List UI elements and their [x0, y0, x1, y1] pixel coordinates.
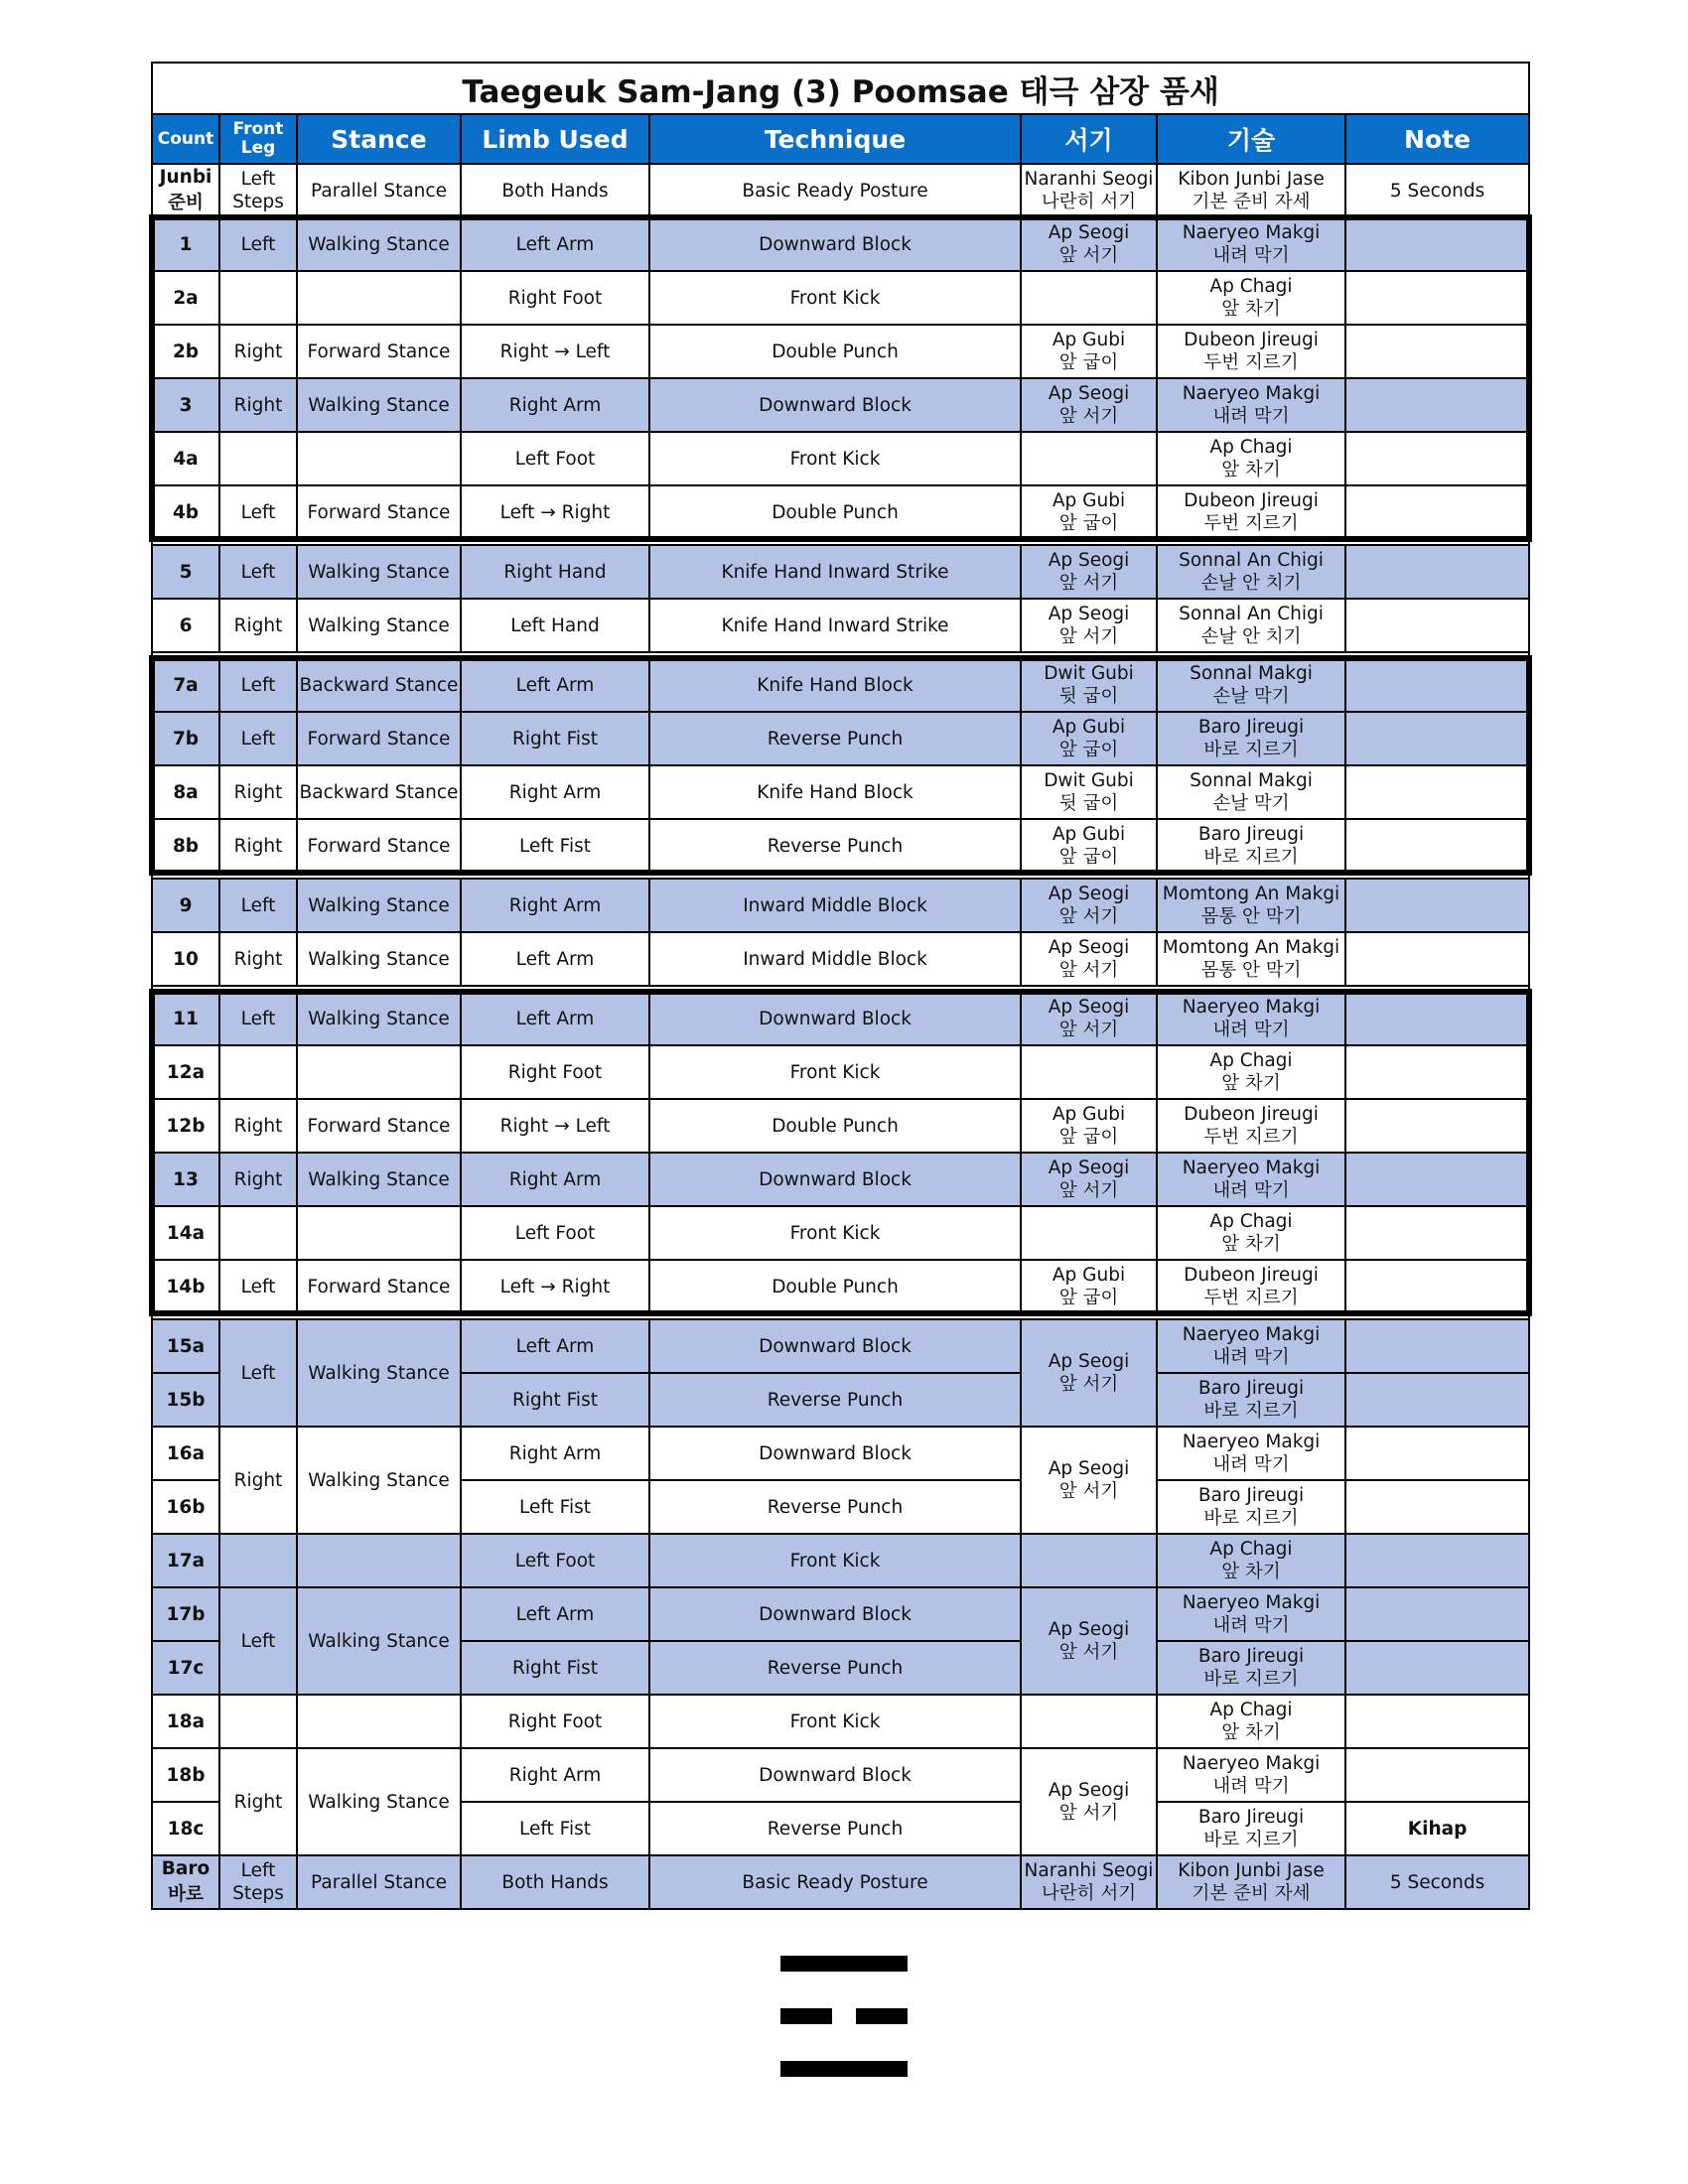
gisul-cell: Naeryeo Makgi 내려 막기 [1157, 217, 1345, 271]
count-cell: 18c [152, 1802, 219, 1855]
limb-cell: Left Arm [461, 1587, 649, 1641]
limb-cell: Left Foot [461, 1534, 649, 1587]
gisul-cell: Baro Jireugi 바로 지르기 [1157, 819, 1345, 873]
gisul-cell: Dubeon Jireugi 두번 지르기 [1157, 1099, 1345, 1153]
table-row [152, 1748, 1529, 1802]
seogi-cell: Ap Seogi 앞 서기 [1021, 545, 1157, 599]
seogi-cell [1021, 271, 1157, 325]
technique-cell: Downward Block [649, 1427, 1021, 1480]
stance-cell: Walking Stance [297, 1587, 461, 1695]
seogi-cell: Ap Seogi 앞 서기 [1021, 378, 1157, 432]
note-cell [1345, 1319, 1529, 1373]
table-row [152, 378, 1529, 432]
table-row [152, 1153, 1529, 1206]
limb-cell: Right Arm [461, 1748, 649, 1802]
note-cell [1345, 1695, 1529, 1748]
header-row [152, 114, 1529, 164]
technique-cell: Front Kick [649, 432, 1021, 485]
limb-cell: Both Hands [461, 1855, 649, 1909]
technique-cell: Downward Block [649, 992, 1021, 1045]
gisul-cell: Baro Jireugi 바로 지르기 [1157, 1802, 1345, 1855]
front-leg-cell: Left [219, 879, 297, 932]
limb-cell: Left Hand [461, 599, 649, 652]
note-cell [1345, 485, 1529, 539]
front-leg-cell: Left [219, 545, 297, 599]
count-cell: 7b [152, 712, 219, 765]
note-cell [1345, 932, 1529, 986]
stance-cell: Backward Stance [297, 765, 461, 819]
limb-cell: Right Hand [461, 545, 649, 599]
table-row [152, 658, 1529, 712]
table-row [152, 1587, 1529, 1641]
limb-cell: Left Arm [461, 217, 649, 271]
seogi-cell: Ap Seogi 앞 서기 [1021, 1748, 1157, 1855]
table-row [152, 1427, 1529, 1480]
technique-cell: Downward Block [649, 1587, 1021, 1641]
front-leg-cell: Left Steps [219, 1855, 297, 1909]
seogi-cell: Ap Gubi 앞 굽이 [1021, 712, 1157, 765]
seogi-cell: Ap Seogi 앞 서기 [1021, 992, 1157, 1045]
front-leg-cell: Right [219, 378, 297, 432]
front-leg-cell: Left [219, 485, 297, 539]
gisul-cell: Momtong An Makgi 몸통 안 막기 [1157, 932, 1345, 986]
front-leg-cell: Right [219, 819, 297, 873]
gisul-cell: Sonnal Makgi 손날 막기 [1157, 658, 1345, 712]
note-cell [1345, 1373, 1529, 1427]
front-leg-cell: Left [219, 1587, 297, 1695]
front-leg-cell [219, 1695, 297, 1748]
note-cell [1345, 271, 1529, 325]
front-leg-cell: Left [219, 712, 297, 765]
seogi-cell: Naranhi Seogi 나란히 서기 [1021, 1855, 1157, 1909]
seogi-cell [1021, 1695, 1157, 1748]
limb-cell: Right Foot [461, 1695, 649, 1748]
stance-cell: Walking Stance [297, 992, 461, 1045]
trigram-icon [780, 1956, 908, 2077]
note-cell [1345, 1534, 1529, 1587]
limb-cell: Right Fist [461, 1641, 649, 1695]
front-leg-cell: Left Steps [219, 164, 297, 217]
technique-cell: Basic Ready Posture [649, 1855, 1021, 1909]
stance-cell [297, 1534, 461, 1587]
gisul-cell: Naeryeo Makgi 내려 막기 [1157, 1587, 1345, 1641]
front-leg-cell: Left [219, 1319, 297, 1427]
table-row [152, 1260, 1529, 1313]
limb-cell: Left Foot [461, 1206, 649, 1260]
count-cell: 17a [152, 1534, 219, 1587]
technique-cell: Front Kick [649, 1045, 1021, 1099]
count-cell: 14b [152, 1260, 219, 1313]
limb-cell: Both Hands [461, 164, 649, 217]
technique-cell: Knife Hand Block [649, 765, 1021, 819]
note-cell [1345, 712, 1529, 765]
gisul-cell: Dubeon Jireugi 두번 지르기 [1157, 325, 1345, 378]
trigram-solid-line-bottom [780, 2061, 908, 2077]
technique-cell: Knife Hand Inward Strike [649, 599, 1021, 652]
front-leg-cell [219, 1206, 297, 1260]
table-row [152, 271, 1529, 325]
count-cell: 4b [152, 485, 219, 539]
table-row [152, 1695, 1529, 1748]
table-row [152, 164, 1529, 217]
front-leg-cell: Right [219, 932, 297, 986]
seogi-cell: Ap Gubi 앞 굽이 [1021, 485, 1157, 539]
table-row [152, 432, 1529, 485]
stance-cell: Forward Stance [297, 325, 461, 378]
note-cell [1345, 1480, 1529, 1534]
seogi-cell: Ap Seogi 앞 서기 [1021, 217, 1157, 271]
note-cell [1345, 1427, 1529, 1480]
limb-cell: Left Arm [461, 932, 649, 986]
technique-cell: Double Punch [649, 1260, 1021, 1313]
note-cell [1345, 1153, 1529, 1206]
trigram-broken-line-left [780, 2008, 832, 2024]
stance-cell: Forward Stance [297, 819, 461, 873]
header-count: Count [152, 114, 219, 164]
gisul-cell: Naeryeo Makgi 내려 막기 [1157, 1153, 1345, 1206]
technique-cell: Front Kick [649, 1206, 1021, 1260]
limb-cell: Right Fist [461, 1373, 649, 1427]
limb-cell: Left Arm [461, 1319, 649, 1373]
gisul-cell: Ap Chagi 앞 차기 [1157, 432, 1345, 485]
gisul-cell: Ap Chagi 앞 차기 [1157, 1206, 1345, 1260]
seogi-cell: Ap Seogi 앞 서기 [1021, 932, 1157, 986]
gisul-cell: Baro Jireugi 바로 지르기 [1157, 1373, 1345, 1427]
gisul-cell: Baro Jireugi 바로 지르기 [1157, 712, 1345, 765]
count-cell: 5 [152, 545, 219, 599]
seogi-cell: Ap Seogi 앞 서기 [1021, 1153, 1157, 1206]
table-row [152, 1045, 1529, 1099]
note-cell [1345, 1206, 1529, 1260]
limb-cell: Left Foot [461, 432, 649, 485]
note-cell: Kihap [1345, 1802, 1529, 1855]
stance-cell [297, 432, 461, 485]
front-leg-cell [219, 1045, 297, 1099]
stance-cell: Walking Stance [297, 879, 461, 932]
table-row [152, 1319, 1529, 1373]
table-row [152, 1206, 1529, 1260]
header-technique: Technique [649, 114, 1021, 164]
limb-cell: Left → Right [461, 485, 649, 539]
seogi-cell: Ap Seogi 앞 서기 [1021, 1319, 1157, 1427]
technique-cell: Inward Middle Block [649, 932, 1021, 986]
gisul-cell: Sonnal An Chigi 손날 안 치기 [1157, 545, 1345, 599]
note-cell [1345, 819, 1529, 873]
front-leg-cell [219, 1534, 297, 1587]
table-row [152, 485, 1529, 539]
note-cell [1345, 378, 1529, 432]
count-cell: 4a [152, 432, 219, 485]
front-leg-cell [219, 432, 297, 485]
technique-cell: Reverse Punch [649, 1373, 1021, 1427]
stance-cell: Forward Stance [297, 1260, 461, 1313]
technique-cell: Front Kick [649, 271, 1021, 325]
count-cell: 12a [152, 1045, 219, 1099]
stance-cell: Parallel Stance [297, 164, 461, 217]
front-leg-cell: Right [219, 1099, 297, 1153]
header-stance: Stance [297, 114, 461, 164]
count-cell: 12b [152, 1099, 219, 1153]
front-leg-cell: Right [219, 599, 297, 652]
seogi-cell [1021, 1045, 1157, 1099]
count-cell: 17c [152, 1641, 219, 1695]
note-cell [1345, 1641, 1529, 1695]
limb-cell: Right → Left [461, 325, 649, 378]
table-row [152, 1855, 1529, 1909]
gisul-cell: Naeryeo Makgi 내려 막기 [1157, 1319, 1345, 1373]
gisul-cell: Ap Chagi 앞 차기 [1157, 1534, 1345, 1587]
stance-cell [297, 1045, 461, 1099]
limb-cell: Left → Right [461, 1260, 649, 1313]
note-cell [1345, 765, 1529, 819]
note-cell [1345, 879, 1529, 932]
gisul-cell: Ap Chagi 앞 차기 [1157, 1695, 1345, 1748]
stance-cell [297, 1206, 461, 1260]
technique-cell: Downward Block [649, 1748, 1021, 1802]
stance-cell: Walking Stance [297, 1427, 461, 1534]
seogi-cell: Dwit Gubi 뒷 굽이 [1021, 765, 1157, 819]
table-row [152, 932, 1529, 986]
stance-cell: Parallel Stance [297, 1855, 461, 1909]
seogi-cell: Naranhi Seogi 나란히 서기 [1021, 164, 1157, 217]
seogi-cell: Ap Gubi 앞 굽이 [1021, 1099, 1157, 1153]
seogi-cell: Ap Gubi 앞 굽이 [1021, 325, 1157, 378]
table-row [152, 879, 1529, 932]
seogi-cell [1021, 1534, 1157, 1587]
table-row [152, 217, 1529, 271]
gisul-cell: Baro Jireugi 바로 지르기 [1157, 1641, 1345, 1695]
count-cell: 7a [152, 658, 219, 712]
count-cell: 15a [152, 1319, 219, 1373]
gisul-cell: Naeryeo Makgi 내려 막기 [1157, 992, 1345, 1045]
trigram-solid-line-top [780, 1956, 908, 1972]
front-leg-cell: Right [219, 765, 297, 819]
header-limb: Limb Used [461, 114, 649, 164]
technique-cell: Front Kick [649, 1695, 1021, 1748]
stance-cell: Walking Stance [297, 1319, 461, 1427]
front-leg-cell [219, 271, 297, 325]
count-cell: 2b [152, 325, 219, 378]
note-cell [1345, 432, 1529, 485]
technique-cell: Inward Middle Block [649, 879, 1021, 932]
gisul-cell: Sonnal Makgi 손날 막기 [1157, 765, 1345, 819]
technique-cell: Downward Block [649, 378, 1021, 432]
count-cell: 18b [152, 1748, 219, 1802]
count-cell: 1 [152, 217, 219, 271]
technique-cell: Downward Block [649, 1153, 1021, 1206]
gisul-cell: Dubeon Jireugi 두번 지르기 [1157, 485, 1345, 539]
table-row [152, 325, 1529, 378]
stance-cell: Forward Stance [297, 1099, 461, 1153]
technique-cell: Reverse Punch [649, 1480, 1021, 1534]
count-cell: 6 [152, 599, 219, 652]
front-leg-cell: Right [219, 1748, 297, 1855]
count-cell: 8b [152, 819, 219, 873]
gisul-cell: Naeryeo Makgi 내려 막기 [1157, 378, 1345, 432]
stance-cell: Walking Stance [297, 932, 461, 986]
count-cell: Junbi 준비 [152, 164, 219, 217]
gisul-cell: Ap Chagi 앞 차기 [1157, 1045, 1345, 1099]
poomsae-table [151, 62, 1530, 1910]
note-cell [1345, 992, 1529, 1045]
gisul-cell: Ap Chagi 앞 차기 [1157, 271, 1345, 325]
limb-cell: Right Fist [461, 712, 649, 765]
count-cell: 10 [152, 932, 219, 986]
technique-cell: Front Kick [649, 1534, 1021, 1587]
technique-cell: Double Punch [649, 325, 1021, 378]
note-cell: 5 Seconds [1345, 1855, 1529, 1909]
gisul-cell: Naeryeo Makgi 내려 막기 [1157, 1427, 1345, 1480]
stance-cell: Forward Stance [297, 712, 461, 765]
seogi-cell [1021, 1206, 1157, 1260]
limb-cell: Right Arm [461, 1427, 649, 1480]
front-leg-cell: Left [219, 1260, 297, 1313]
gisul-cell: Dubeon Jireugi 두번 지르기 [1157, 1260, 1345, 1313]
seogi-cell: Ap Seogi 앞 서기 [1021, 1587, 1157, 1695]
technique-cell: Knife Hand Inward Strike [649, 545, 1021, 599]
count-cell: 9 [152, 879, 219, 932]
header-front-leg: Front Leg [219, 114, 297, 164]
technique-cell: Reverse Punch [649, 712, 1021, 765]
count-cell: 11 [152, 992, 219, 1045]
limb-cell: Right → Left [461, 1099, 649, 1153]
technique-cell: Reverse Punch [649, 1641, 1021, 1695]
technique-cell: Downward Block [649, 217, 1021, 271]
limb-cell: Right Arm [461, 378, 649, 432]
header-seogi: 서기 [1021, 114, 1157, 164]
technique-cell: Knife Hand Block [649, 658, 1021, 712]
note-cell [1345, 1260, 1529, 1313]
seogi-cell [1021, 432, 1157, 485]
seogi-cell: Dwit Gubi 뒷 굽이 [1021, 658, 1157, 712]
page-title: Taegeuk Sam-Jang (3) Poomsae 태극 삼장 품새 [152, 63, 1529, 114]
count-cell: 16b [152, 1480, 219, 1534]
note-cell [1345, 1099, 1529, 1153]
count-cell: 18a [152, 1695, 219, 1748]
note-cell [1345, 599, 1529, 652]
table-row [152, 1534, 1529, 1587]
limb-cell: Right Foot [461, 271, 649, 325]
stance-cell: Walking Stance [297, 217, 461, 271]
limb-cell: Left Fist [461, 1480, 649, 1534]
front-leg-cell: Left [219, 217, 297, 271]
technique-cell: Downward Block [649, 1319, 1021, 1373]
count-cell: 14a [152, 1206, 219, 1260]
table-row [152, 765, 1529, 819]
note-cell [1345, 545, 1529, 599]
table-row [152, 1099, 1529, 1153]
limb-cell: Right Arm [461, 765, 649, 819]
count-cell: 17b [152, 1587, 219, 1641]
note-cell [1345, 1587, 1529, 1641]
technique-cell: Double Punch [649, 485, 1021, 539]
seogi-cell: Ap Seogi 앞 서기 [1021, 879, 1157, 932]
table-row [152, 819, 1529, 873]
stance-cell: Backward Stance [297, 658, 461, 712]
technique-cell: Basic Ready Posture [649, 164, 1021, 217]
stance-cell: Walking Stance [297, 378, 461, 432]
seogi-cell: Ap Gubi 앞 굽이 [1021, 819, 1157, 873]
front-leg-cell: Right [219, 1427, 297, 1534]
limb-cell: Right Arm [461, 879, 649, 932]
technique-cell: Double Punch [649, 1099, 1021, 1153]
gisul-cell: Sonnal An Chigi 손날 안 치기 [1157, 599, 1345, 652]
limb-cell: Right Foot [461, 1045, 649, 1099]
count-cell: 2a [152, 271, 219, 325]
limb-cell: Left Arm [461, 658, 649, 712]
limb-cell: Left Arm [461, 992, 649, 1045]
table-row [152, 545, 1529, 599]
seogi-cell: Ap Seogi 앞 서기 [1021, 599, 1157, 652]
gisul-cell: Kibon Junbi Jase 기본 준비 자세 [1157, 164, 1345, 217]
header-gisul: 기술 [1157, 114, 1345, 164]
gisul-cell: Momtong An Makgi 몸통 안 막기 [1157, 879, 1345, 932]
note-cell [1345, 325, 1529, 378]
limb-cell: Left Fist [461, 819, 649, 873]
technique-cell: Reverse Punch [649, 819, 1021, 873]
front-leg-cell: Right [219, 1153, 297, 1206]
stance-cell: Walking Stance [297, 1748, 461, 1855]
count-cell: 3 [152, 378, 219, 432]
front-leg-cell: Left [219, 992, 297, 1045]
count-cell: Baro 바로 [152, 1855, 219, 1909]
limb-cell: Left Fist [461, 1802, 649, 1855]
stance-cell [297, 271, 461, 325]
count-cell: 13 [152, 1153, 219, 1206]
note-cell [1345, 217, 1529, 271]
count-cell: 15b [152, 1373, 219, 1427]
stance-cell: Walking Stance [297, 599, 461, 652]
poomsae-sheet [151, 62, 1528, 1910]
limb-cell: Right Arm [461, 1153, 649, 1206]
header-note: Note [1345, 114, 1529, 164]
table-row [152, 599, 1529, 652]
count-cell: 8a [152, 765, 219, 819]
note-cell: 5 Seconds [1345, 164, 1529, 217]
seogi-cell: Ap Seogi 앞 서기 [1021, 1427, 1157, 1534]
gisul-cell: Baro Jireugi 바로 지르기 [1157, 1480, 1345, 1534]
stance-cell: Walking Stance [297, 1153, 461, 1206]
table-row [152, 712, 1529, 765]
stance-cell [297, 1695, 461, 1748]
stance-cell: Walking Stance [297, 545, 461, 599]
note-cell [1345, 658, 1529, 712]
gisul-cell: Kibon Junbi Jase 기본 준비 자세 [1157, 1855, 1345, 1909]
seogi-cell: Ap Gubi 앞 굽이 [1021, 1260, 1157, 1313]
front-leg-cell: Left [219, 658, 297, 712]
trigram-broken-line-right [856, 2008, 908, 2024]
technique-cell: Reverse Punch [649, 1802, 1021, 1855]
count-cell: 16a [152, 1427, 219, 1480]
stance-cell: Forward Stance [297, 485, 461, 539]
table-row [152, 992, 1529, 1045]
front-leg-cell: Right [219, 325, 297, 378]
note-cell [1345, 1748, 1529, 1802]
gisul-cell: Naeryeo Makgi 내려 막기 [1157, 1748, 1345, 1802]
note-cell [1345, 1045, 1529, 1099]
